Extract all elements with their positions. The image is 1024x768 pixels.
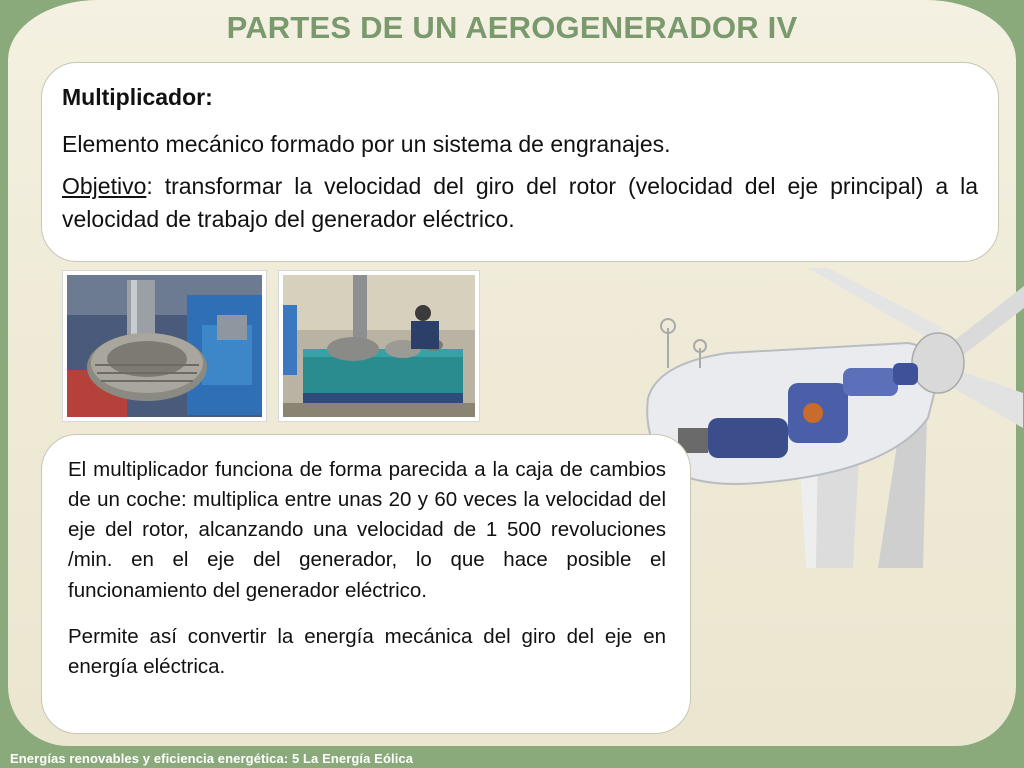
definition-box [41,62,999,262]
explanation-box [41,434,691,734]
wind-turbine-nacelle-illustration [638,268,1024,578]
gearbox-assembly-photo [278,270,480,422]
gearbox-photo [62,270,267,422]
objective-label: Objetivo [62,173,147,200]
objective-text: : transformar la velocidad del giro del rotor (velocidad del eje principal) a la velocidad de trabajo del generador eléctrico. [62,173,978,232]
definition-text: Elemento mecánico formado por un sistema de engranajes. [62,130,671,157]
definition-heading: Multiplicador: [62,84,213,110]
explanation-paragraph-2: Permite así convertir la energía mecánica del giro del eje en energía eléctrica. [68,624,666,678]
explanation-paragraph-1: El multiplicador funciona de forma parecida a la caja de cambios de un coche: multiplica entre unas 20 y 60 veces la velocidad del eje del rotor, alcanzando una velocidad de 1 500 revoluciones /min. en el eje del generador, lo que hace posible el funcionamiento del generador eléctrico. [68,458,666,602]
page-title: PARTES DE UN AEROGENERADOR IV [226,10,798,45]
footer-text: Energías renovables y eficiencia energética: 5 La Energía Eólica [10,751,414,766]
slide-background [8,0,1016,746]
objective-paragraph [62,170,978,235]
